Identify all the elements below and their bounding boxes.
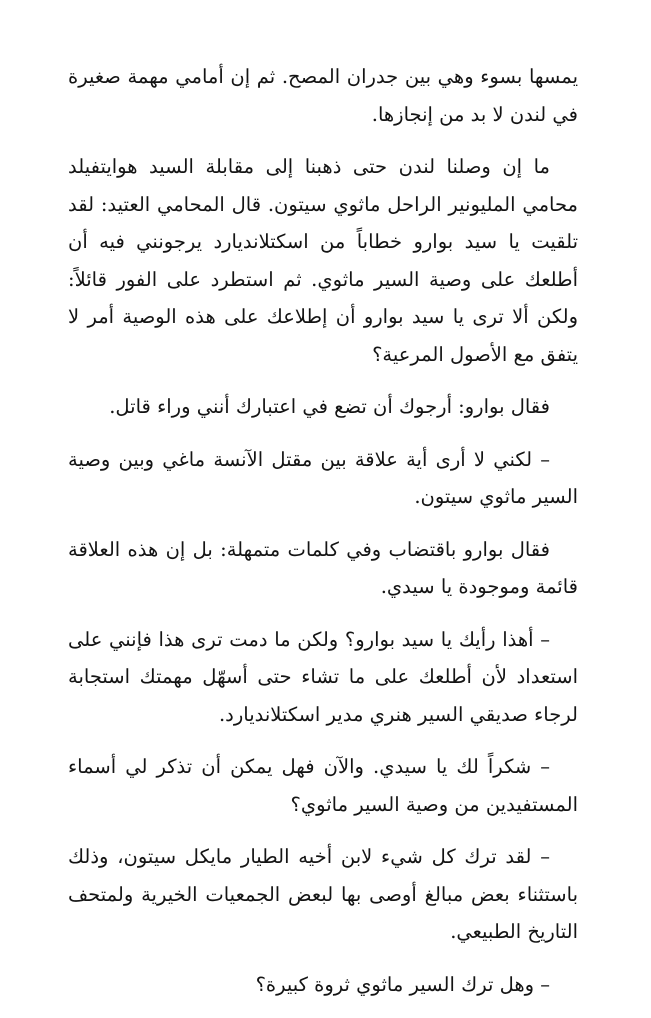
paragraph-4: – لكني لا أرى أية علاقة بين مقتل الآنسة ماغي وبين وصية السير ماثوي سيتون. — [68, 447, 578, 508]
paragraph-6: – أهذا رأيك يا سيد بوارو؟ ولكن ما دمت ترى هذا فإنني على استعداد لأن أطلعك على ما تشاء حتى أسهّل مهمتك استجابة لرجاء صديقي السير هنري مدير اسكتلانديارد. — [68, 627, 578, 726]
paragraph-8: – لقد ترك كل شيء لابن أخيه الطيار مايكل سيتون، وذلك باستثناء بعض مبالغ أوصى بها لبعض الجمعيات الخيرية ولمتحف التاريخ الطبيعي. — [68, 845, 578, 943]
paragraph-3: فقال بوارو: أرجوك أن تضع في اعتبارك أنني وراء قاتل. — [109, 395, 550, 418]
paragraph-7: – شكراً لك يا سيدي. والآن فهل يمكن أن تذكر لي أسماء المستفيدين من وصية السير ماثوي؟ — [68, 755, 578, 816]
paragraph-1: يمسها بسوء وهي بين جدران المصح. ثم إن أمامي مهمة صغيرة في لندن لا بد من إنجازها. — [68, 65, 578, 126]
paragraph-9: – وهل ترك السير ماثوي ثروة كبيرة؟ — [255, 972, 550, 996]
paragraph-2: ما إن وصلنا لندن حتى ذهبنا إلى مقابلة السيد هوايتفيلد محامي المليونير الراحل ماثوي سيتون. قال المحامي العتيد: لقد تلقيت يا سيد بوارو خطاباً من اسكتلانديارد يرجونني فيه أن أطلعك على وصية السير ماثوي. ثم استطرد على الفور قائلاً: ولكن ألا ترى يا سيد بوارو أن إطلاعك على هذه الوصية أمر لا يتفق مع الأصول المرعية؟ — [68, 155, 578, 366]
book-page — [68, 58, 578, 1018]
paragraph-5: فقال بوارو باقتضاب وفي كلمات متمهلة: بل إن هذه العلاقة قائمة وموجودة يا سيدي. — [68, 537, 578, 598]
